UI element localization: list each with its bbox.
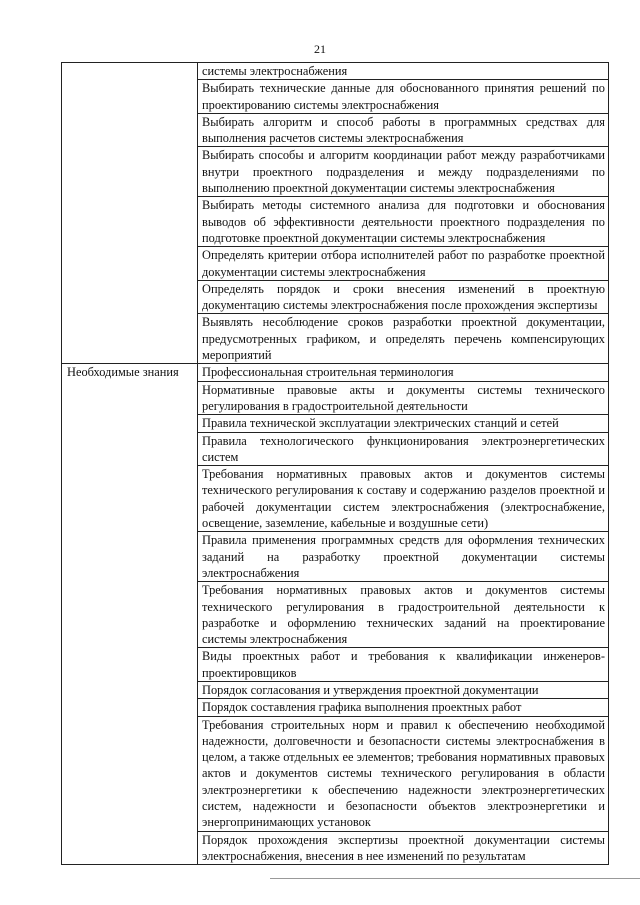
table-row: [62, 63, 609, 80]
knowledge-item: Профессиональная строительная терминология: [198, 364, 609, 381]
knowledge-header-cell: Необходимые знания: [62, 364, 198, 865]
requirements-table: [61, 62, 609, 865]
abilities-header-cell: [62, 63, 198, 364]
table-row: [62, 364, 609, 381]
ability-item: Определять порядок и сроки внесения изменений в проектную документацию системы электроснабжения после прохождения экспертизы: [198, 280, 609, 314]
knowledge-item: Требования строительных норм и правил к обеспечению необходимой надежности, долговечности и безопасности системы электроснабжения в целом, а также отдельных ее элементов; требования нормативных правовых актов и документов системы технического регулирования в области электроэнергетики к обеспечению надежности электроэнергетических систем, надежности и безопасности объектов электроэнергетики и энергопринимающих установок: [198, 716, 609, 831]
knowledge-item: Требования нормативных правовых актов и документов системы технического регулирования в градостроительной деятельности к разработке и оформлению технических заданий на проектирование системы электроснабжения: [198, 582, 609, 648]
ability-item: Определять критерии отбора исполнителей работ по разработке проектной документации системы электроснабжения: [198, 247, 609, 281]
ability-item: Выявлять несоблюдение сроков разработки проектной документации, предусмотренных графиком, и определять перечень компенсирующих мероприятий: [198, 314, 609, 364]
scan-edge-line: [270, 878, 640, 879]
knowledge-item: Правила применения программных средств для оформления технических заданий на разработку проектной документации системы электроснабжения: [198, 532, 609, 582]
knowledge-item: Правила технической эксплуатации электрических станций и сетей: [198, 415, 609, 432]
knowledge-item: Требования нормативных правовых актов и документов системы технического регулирования к составу и содержанию разделов проектной и рабочей документации систем электроснабжения (электроснабжение, освещение, заземление, кабельные и воздушные сети): [198, 466, 609, 532]
ability-item: Выбирать алгоритм и способ работы в программных средствах для выполнения расчетов системы электроснабжения: [198, 113, 609, 147]
page-number: 21: [314, 42, 326, 56]
ability-item: Выбирать технические данные для обоснованного принятия решений по проектированию системы электроснабжения: [198, 80, 609, 114]
ability-item: Выбирать методы системного анализа для подготовки и обоснования выводов об эффективности деятельности проектного подразделения по подготовке проектной документации системы электроснабжения: [198, 197, 609, 247]
knowledge-item: Порядок составления графика выполнения проектных работ: [198, 699, 609, 716]
knowledge-item: Правила технологического функционирования электроэнергетических систем: [198, 432, 609, 466]
knowledge-item: Нормативные правовые акты и документы системы технического регулирования в градостроительной деятельности: [198, 381, 609, 415]
ability-item: системы электроснабжения: [198, 63, 609, 80]
knowledge-item: Порядок согласования и утверждения проектной документации: [198, 681, 609, 698]
knowledge-item: Порядок прохождения экспертизы проектной документации системы электроснабжения, внесения в нее изменений по результатам: [198, 831, 609, 865]
ability-item: Выбирать способы и алгоритм координации работ между разработчиками внутри проектного подразделения и между подразделениями по выполнению проектной документации системы электроснабжения: [198, 147, 609, 197]
knowledge-item: Виды проектных работ и требования к квалификации инженеров-проектировщиков: [198, 648, 609, 682]
